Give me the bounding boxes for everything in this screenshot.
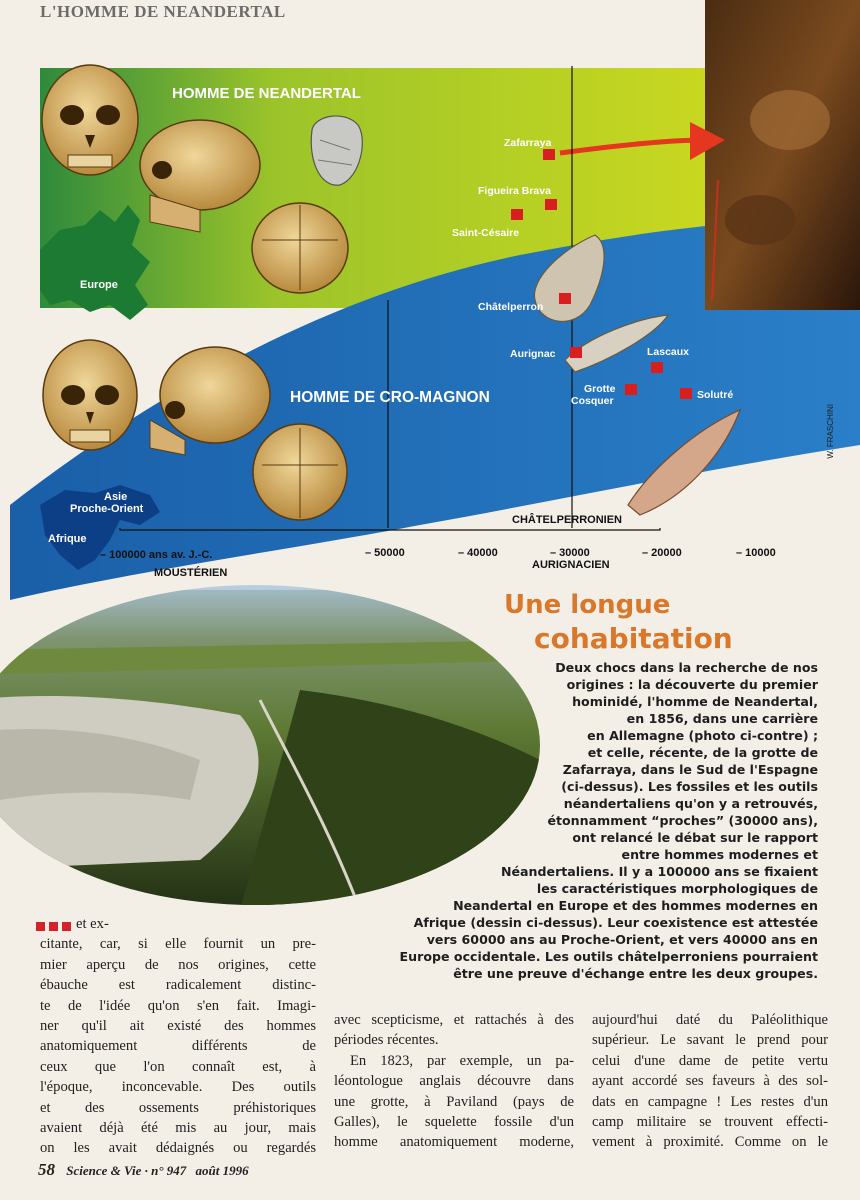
intro-line: Néandertaliens. Il y a 100000 ans se fixaient (500, 864, 818, 879)
col1-line: et des ossements préhistoriques (40, 1099, 316, 1116)
page-section-title: L'HOMME DE NEANDERTAL (40, 2, 286, 21)
intro-line: les caractéristiques morphologiques de (536, 881, 818, 896)
tick-40000: – 40000 (458, 547, 498, 559)
intro-line: (ci-dessus). Les fossiles et les outils (561, 779, 818, 794)
site-lascaux: Lascaux (647, 346, 690, 358)
col3-line: dats en campagne ! Les restes d'un (592, 1093, 828, 1110)
cromagnon-skull-front (43, 340, 137, 450)
col1-line: et ex- (76, 916, 109, 932)
intro-line: Afrique (dessin ci-dessus). Leur coexistence est attestée (413, 915, 818, 930)
neandertal-skull-top (252, 203, 348, 293)
col3-line: aujourd'hui daté du Paléolithique (592, 1012, 828, 1028)
col2-line: Galles), le squelette fossile d'un (334, 1114, 574, 1131)
period-mousterien: MOUSTÉRIEN (154, 567, 228, 579)
col1-line: ner qu'il ait existé des hommes (40, 1018, 316, 1035)
col3-line: camp militaire se trouvent effecti- (592, 1114, 828, 1131)
col3-line: ayant accordé ses faveurs à des sol- (592, 1073, 828, 1090)
intro-line: hominidé, l'homme de Neandertal, (572, 694, 818, 709)
tick-20000: – 20000 (642, 547, 682, 559)
intro-line: origines : la découverte du premier (566, 677, 818, 692)
cromagnon-title: HOMME DE CRO-MAGNON (290, 389, 490, 406)
col1-line: ébauche est radicalement distinc- (40, 977, 316, 994)
col1-line: te de l'idée qu'on s'en fait. Imagi- (40, 997, 316, 1014)
headline-line-2: cohabitation (534, 622, 733, 655)
intro-line: Europe occidentale. Les outils châtelperroniens pourraient (399, 949, 818, 964)
site-figueira-brava: Figueira Brava (478, 185, 551, 197)
page-number: 58 (38, 1160, 55, 1179)
neandertal-title: HOMME DE NEANDERTAL (172, 85, 361, 102)
quarry-photo-detail (0, 590, 540, 910)
site-solutre: Solutré (697, 389, 734, 401)
col1-line: avaient déjà été mis au jour, mais (40, 1120, 316, 1137)
col2-line: avec scepticisme, et rattachés à des (334, 1012, 574, 1028)
region-proche-orient: Proche-Orient (70, 503, 144, 515)
site-zafarraya: Zafarraya (504, 137, 552, 149)
intro-line: et celle, récente, de la grotte de (587, 745, 818, 760)
col2-line: En 1823, par exemple, un pa- (350, 1052, 574, 1069)
col2-line: léontologue anglais découvre dans (334, 1073, 574, 1090)
col2-line: périodes récentes. (334, 1032, 439, 1049)
site-grotte: Grotte (584, 383, 616, 395)
intro-line: néandertaliens qu'on y a retrouvés, (563, 796, 818, 811)
issue-date: août 1996 (195, 1163, 249, 1178)
site-chatelperron: Châtelperron (478, 301, 544, 313)
col3-line: supérieur. Le savant le prend pour (592, 1032, 828, 1049)
headline-line-1: Une longue (504, 590, 671, 620)
intro-line: entre hommes modernes et (621, 847, 818, 862)
intro-line: Neandertal en Europe et des hommes modernes en (453, 898, 818, 913)
tick-50000: – 50000 (365, 547, 405, 559)
article-headline (500, 588, 820, 656)
region-asie: Asie (104, 491, 128, 503)
period-chatelperronien: CHÂTELPERRONIEN (512, 514, 623, 526)
region-afrique: Afrique (48, 533, 87, 545)
col1-line: l'époque, inconcevable. Des outils (40, 1079, 316, 1096)
magazine-name: Science & Vie (66, 1163, 142, 1178)
col1-line: anatomiquement différents de (40, 1038, 316, 1055)
body-column-2 (334, 1010, 574, 1153)
tick-10000: – 10000 (736, 547, 776, 559)
page-footer (38, 1160, 249, 1180)
neandertal-skull-front (42, 65, 138, 175)
cromagnon-skull-top (253, 424, 347, 520)
zafarraya-cave-photo (705, 0, 860, 310)
body-column-1 (40, 914, 316, 1159)
intro-line: Deux chocs dans la recherche de nos (555, 660, 818, 675)
col1-line: citante, car, si elle fournit un pre- (40, 936, 316, 953)
intro-line: Zafarraya, dans le Sud de l'Espagne (562, 762, 818, 777)
site-cosquer: Cosquer (571, 395, 614, 407)
col3-line: vement à proximité. Comme on le (592, 1134, 828, 1151)
col1-line: on les avait dédaignés ou regardés (40, 1140, 316, 1157)
region-europe: Europe (80, 279, 118, 291)
site-saint-cesaire: Saint-Césaire (452, 227, 520, 239)
col2-line: homme anatomiquement moderne, (334, 1134, 574, 1151)
intro-line: vers 60000 ans au Proche-Orient, et vers 40000 ans en (426, 932, 818, 947)
illustration-credit: W. FRASCHINI (826, 404, 835, 459)
intro-line: être une preuve d'échange entre les deux groupes. (453, 966, 818, 981)
site-aurignac: Aurignac (510, 348, 556, 360)
col2-line: une grotte, à Paviland (pays de (334, 1093, 574, 1110)
intro-line: en 1856, dans une carrière (626, 711, 818, 726)
intro-line: ont relancé le débat sur le rapport (572, 830, 818, 845)
body-column-3 (592, 1010, 828, 1153)
col1-line: mier aperçu de nos origines, cette (40, 956, 316, 973)
tick-100000: – 100000 ans av. J.-C. (100, 549, 213, 561)
tick-30000: – 30000 (550, 547, 590, 559)
intro-line: étonnamment “proches” (30000 ans), (547, 813, 818, 828)
col3-line: celui d'une dame de petite vertu (592, 1052, 828, 1069)
intro-line: en Allemagne (photo ci-contre) ; (587, 728, 818, 743)
issue-number: · n° 947 (144, 1163, 187, 1178)
period-aurignacien: AURIGNACIEN (532, 559, 610, 571)
col1-line: ceux que l'on connaît est, à (40, 1058, 316, 1075)
